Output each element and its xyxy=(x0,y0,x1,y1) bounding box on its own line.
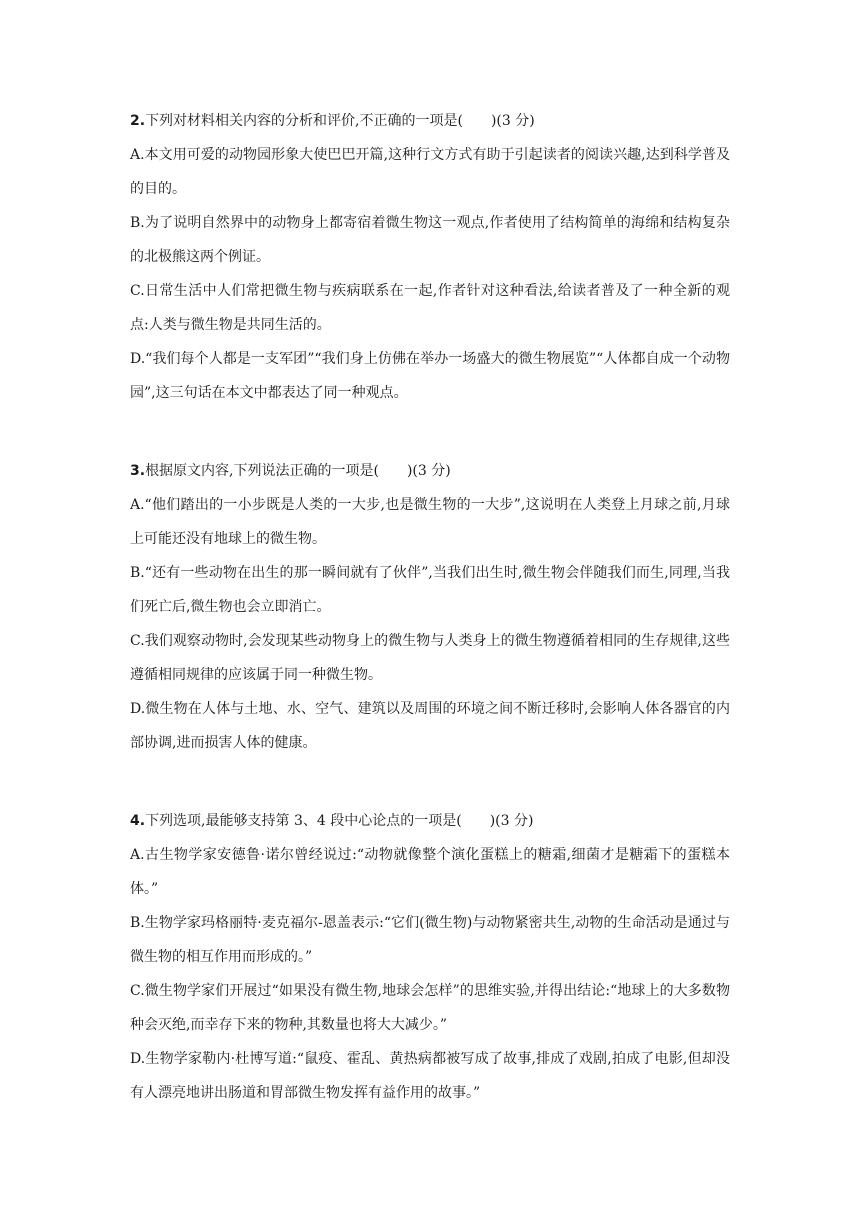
option-a: A.古生物学家安德鲁·诺尔曾经说过:“动物就像整个演化蛋糕上的糖霜,细菌才是糖霜下的蛋糕本体。” xyxy=(130,847,730,897)
question-stem xyxy=(130,454,730,488)
option-b: B.“还有一些动物在出生的那一瞬间就有了伙伴”,当我们出生时,微生物会伴随我们而生,同理,当我们死亡后,微生物也会立即消亡。 xyxy=(130,565,730,615)
option-c: C.微生物学家们开展过“如果没有微生物,地球会怎样”的思维实验,并得出结论:“地球上的大多数物种会灭绝,而幸存下来的物种,其数量也将大大减少。” xyxy=(130,983,730,1033)
option-a: A.“他们踏出的一小步既是人类的一大步,也是微生物的一大步”,这说明在人类登上月球之前,月球上可能还没有地球上的微生物。 xyxy=(130,497,730,547)
question-stem xyxy=(130,104,730,138)
question-text: 下列对材料相关内容的分析和评价,不正确的一项是( )(3 分) xyxy=(145,113,535,129)
option-a: A.本文用可爱的动物园形象大使巴巴开篇,这种行文方式有助于引起读者的阅读兴趣,达到科学普及的目的。 xyxy=(130,147,730,197)
question-3 xyxy=(130,454,730,760)
question-4 xyxy=(130,804,730,1110)
option-d: D.生物学家勒内·杜博写道:“鼠疫、霍乱、黄热病都被写成了故事,排成了戏剧,拍成了电影,但却没有人漂亮地讲出肠道和胃部微生物发挥有益作用的故事。” xyxy=(130,1051,730,1101)
option-d: D.“我们每个人都是一支军团”“我们身上仿佛在举办一场盛大的微生物展览”“人体都自成一个动物园”,这三句话在本文中都表达了同一种观点。 xyxy=(130,351,730,401)
document-page xyxy=(130,104,730,1154)
option-c: C.日常生活中人们常把微生物与疾病联系在一起,作者针对这种看法,给读者普及了一种全新的观点:人类与微生物是共同生活的。 xyxy=(130,283,730,333)
question-2 xyxy=(130,104,730,410)
option-c: C.我们观察动物时,会发现某些动物身上的微生物与人类身上的微生物遵循着相同的生存规律,这些遵循相同规律的应该属于同一种微生物。 xyxy=(130,633,730,683)
question-text: 根据原文内容,下列说法正确的一项是( )(3 分) xyxy=(145,463,451,479)
question-stem xyxy=(130,804,730,838)
question-number: 2. xyxy=(130,113,146,129)
option-d: D.微生物在人体与土地、水、空气、建筑以及周围的环境之间不断迁移时,会影响人体各器官的内部协调,进而损害人体的健康。 xyxy=(130,701,730,751)
question-number: 4. xyxy=(130,813,146,829)
question-number: 3. xyxy=(130,463,146,479)
question-text: 下列选项,最能够支持第 3、4 段中心论点的一项是( )(3 分) xyxy=(145,813,534,829)
option-b: B.生物学家玛格丽特·麦克福尔-恩盖表示:“它们(微生物)与动物紧密共生,动物的生命活动是通过与微生物的相互作用而形成的。” xyxy=(130,915,730,965)
option-b: B.为了说明自然界中的动物身上都寄宿着微生物这一观点,作者使用了结构简单的海绵和结构复杂的北极熊这两个例证。 xyxy=(130,215,730,265)
